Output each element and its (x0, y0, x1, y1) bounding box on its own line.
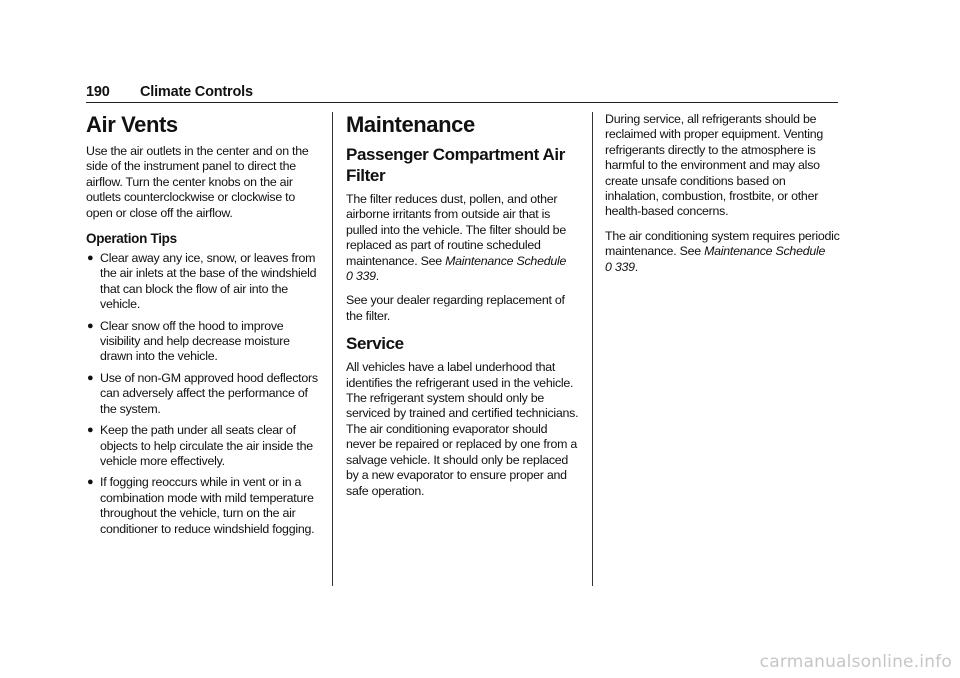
page-reference-link[interactable]: 0 339 (346, 269, 376, 284)
operation-tips-heading: Operation Tips (86, 231, 177, 247)
tip-text: Clear snow off the hood to improve visibility and help decrease moisture drawn into the vehicle. (100, 318, 290, 364)
column-service-continued (605, 112, 841, 284)
bullet-icon: ● (87, 371, 94, 384)
column-divider-right (592, 112, 593, 586)
watermark: carmanualsonline.info (759, 652, 952, 672)
column-divider-left (332, 112, 333, 586)
dealer-text: See your dealer regarding replacement of the filter. (346, 293, 565, 323)
air-filter-body: The filter reduces dust, pollen, and other airborne irritants from outside air that is pulled into the vehicle. The filter should be replaced as part of routine scheduled maintenance. See (346, 192, 566, 268)
periodic-body: The air conditioning system requires periodic maintenance. See (605, 228, 840, 259)
maintenance-schedule-link[interactable]: Maintenance Schedule (704, 244, 826, 259)
page-reference-link[interactable]: 0 339 (605, 259, 635, 274)
page-header (86, 84, 838, 103)
bullet-icon: ● (87, 424, 94, 437)
tip-text: If fogging reoccurs while in vent or in a combination mode with mild temperature throughout the vehicle, turn on the air conditioner to reduce windshield fogging. (100, 475, 315, 536)
list-item (86, 371, 322, 417)
periodic-maintenance-text (605, 229, 841, 275)
tip-text: Keep the path under all seats clear of objects to help circulate the air inside the vehicle more effectively. (100, 423, 313, 468)
service-text: All vehicles have a label underhood that identifies the refrigerant used in the vehicle. The refrigerant system should only be serviced by trained and certified technicians. The air conditioning evaporator should never be repaired or replaced by one from a salvage vehicle. It should only be replaced by a new evaporator to ensure proper and safe operation. (346, 360, 579, 498)
column-air-vents (86, 112, 322, 543)
service-heading: Service (346, 334, 404, 354)
list-item (86, 319, 322, 365)
column-maintenance (346, 112, 580, 508)
bullet-icon: ● (87, 476, 94, 489)
sentence-end: . (375, 269, 379, 284)
bullet-icon: ● (87, 319, 94, 332)
air-vents-heading: Air Vents (86, 112, 178, 137)
page-number: 190 (86, 84, 110, 100)
air-filter-text (346, 192, 580, 284)
air-vents-intro: Use the air outlets in the center and on the side of the instrument panel to direct the airflow. Turn the center knobs on the air outlets counterclockwise or clockwise to open or close off the airflow. (86, 144, 309, 220)
maintenance-heading: Maintenance (346, 112, 475, 137)
air-filter-heading: Passenger Compartment Air Filter (346, 145, 565, 185)
maintenance-schedule-link[interactable]: Maintenance Schedule (445, 253, 567, 268)
list-item (86, 251, 322, 313)
list-item (86, 475, 322, 537)
sentence-end: . (634, 259, 638, 274)
tip-text: Use of non-GM approved hood deflectors can adversely affect the performance of the system. (100, 370, 318, 416)
reclaim-text: During service, all refrigerants should be reclaimed with proper equipment. Venting refrigerants directly to the atmosphere is harmful to the environment and may also create unsafe conditions based on inhalation, combustion, frostbite, or other health-based concerns. (605, 112, 823, 219)
tip-text: Clear away any ice, snow, or leaves from the air inlets at the base of the windshield that can block the flow of air into the vehicle. (100, 251, 317, 312)
bullet-icon: ● (87, 252, 94, 265)
list-item (86, 423, 322, 469)
operation-tips-list (86, 251, 322, 537)
section-title: Climate Controls (140, 84, 253, 100)
